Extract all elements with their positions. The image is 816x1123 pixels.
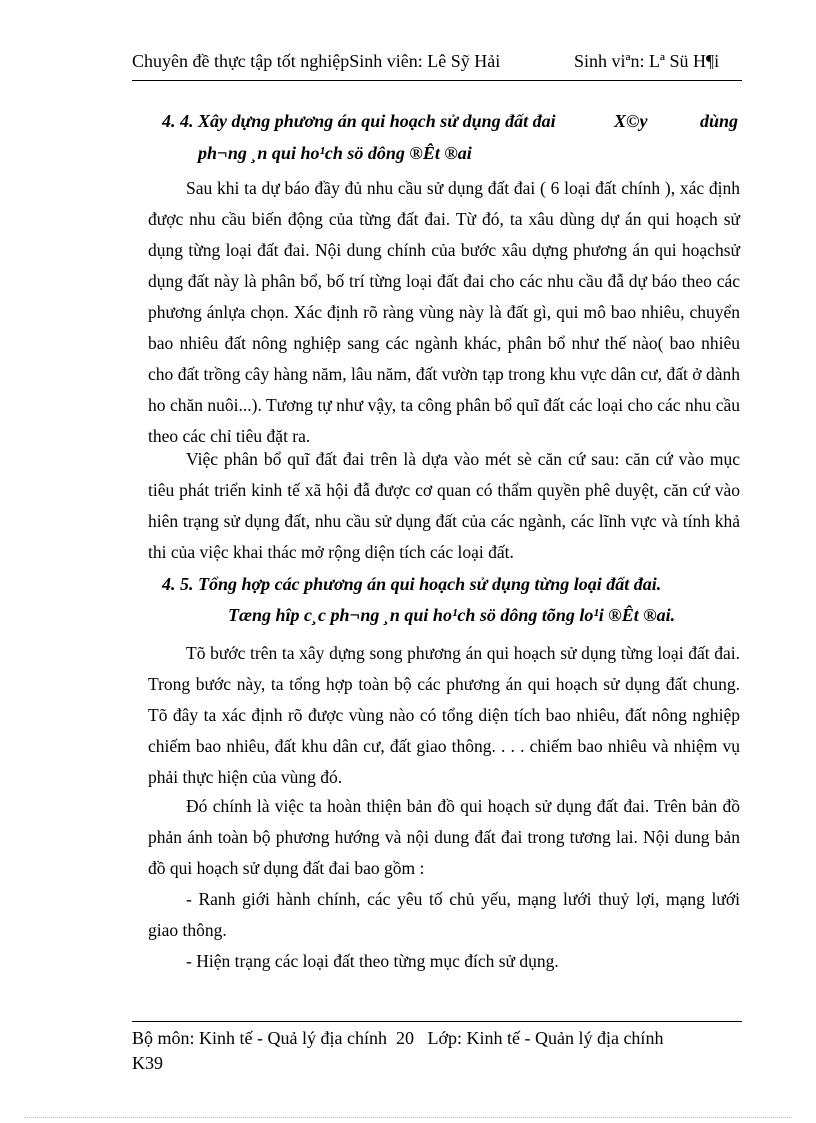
page-header — [132, 51, 742, 72]
header-right-text: Sinh viªn: Lª Sü H¶i — [574, 51, 720, 71]
list-item-1: - Ranh giới hành chính, các yêu tố chủ yếu, mạng lưới thuỷ lợi, mạng lưới giao thông. — [148, 889, 740, 940]
section-4-5-heading-line1: 4. 5. Tổng hợp các phương án qui hoạch sử dụng từng loại đất đai. — [162, 574, 662, 594]
section-4-4-heading-line2: ph¬ng ¸n qui ho¹ch sö dông ®Êt ®ai — [198, 143, 472, 163]
section-4-5-paragraph-1: Tõ bước trên ta xây dựng song phương án qui hoạch sử dụng từng loại đất đai. Trong bước này, ta tổng hợp toàn bộ các phương án qui hoạch sử dụng đất chung. Tõ đây ta xác định rõ được vùng nào có tổng diện tích bao nhiêu, đất nông nghiệp chiếm bao nhiêu, đất khu dân cư, đất giao thông. . . . chiếm bao nhiêu và nhiệm vụ phải thực hiện của vùng đó. — [148, 643, 740, 787]
list-item-2: - Hiện trạng các loại đất theo từng mục đích sử dụng. — [186, 951, 559, 971]
footer-rule — [132, 1021, 742, 1022]
page-footer — [132, 1026, 732, 1076]
section-4-4-paragraph-1: Sau khi ta dự báo đầy đủ nhu cầu sử dụng đất đai ( 6 loại đất chính ), xác định được nhu cầu biến động của từng đất đai. Từ đó, ta xâu dùng dự án qui hoạch sử dụng từng loại đất đai. Nội dung chính của bước xâu dựng phương án qui hoạchsử dụng đất này là phân bổ, bố trí từng loại đất đai cho các nhu cầu đẫ dự báo theo các phương ánlựa chọn. Xác định rõ ràng vùng này là đất gì, qui mô bao nhiêu, chuyển bao nhiêu đất nông nghiệp sang các ngành khác, phân bổ như thế nào( bao nhiêu cho đất trồng cây hàng năm, lâu năm, đất vườn tạp trong khu vực dân cư, đất ở dành ho chăn nuôi...). Tương tự như vậy, ta công phân bổ quĩ đất các loại cho các nhu cầu theo các chỉ tiêu đặt ra. — [148, 178, 740, 446]
section-4-4-paragraph-2: Việc phân bổ quĩ đất đai trên là dựa vào mét sè căn cứ sau: căn cứ vào mục tiêu phát triển kinh tế xã hội đẫ được cơ quan có thẩm quyền phê duyệt, căn cứ vào hiên trạng sử dụng đất, nhu cầu sử dụng đất của các ngành, các lĩnh vực và tính khả thi của việc khai thác mở rộng diện tích các loại đất. — [148, 449, 740, 562]
header-left-text: Chuyên đề thực tập tốt nghiệpSinh viên: Lê Sỹ Hải — [132, 51, 501, 71]
section-4-5-heading-line2: Tæng hîp c¸c ph¬ng ¸n qui ho¹ch sö dông tõng lo¹i ®Êt ®ai. — [228, 605, 676, 625]
footer-class-continuation: K39 — [132, 1053, 163, 1073]
footer-department: Bộ môn: Kinh tế - Quả lý địa chính — [132, 1028, 387, 1048]
header-rule — [132, 80, 742, 81]
section-4-5-paragraph-2: Đó chính là việc ta hoàn thiện bản đồ qui hoạch sử dụng đất đai. Trên bản đồ phản ánh toàn bộ phương hướng và nội dung đất đai trong tương lai. Nội dung bản đồ qui hoạch sử dụng đất đai bao gồm : — [148, 796, 740, 878]
page-bottom-edge — [24, 1117, 792, 1118]
section-4-4-heading-a: 4. 4. Xây dựng phương án qui hoạch sử dụng đất đai — [162, 111, 556, 131]
page-number: 20 — [395, 1028, 414, 1048]
section-4-4-heading-b: X©y — [614, 111, 648, 131]
footer-class: Lớp: Kinh tế - Quản lý địa chính — [427, 1028, 664, 1048]
section-4-4-heading-c: dùng — [700, 111, 739, 131]
